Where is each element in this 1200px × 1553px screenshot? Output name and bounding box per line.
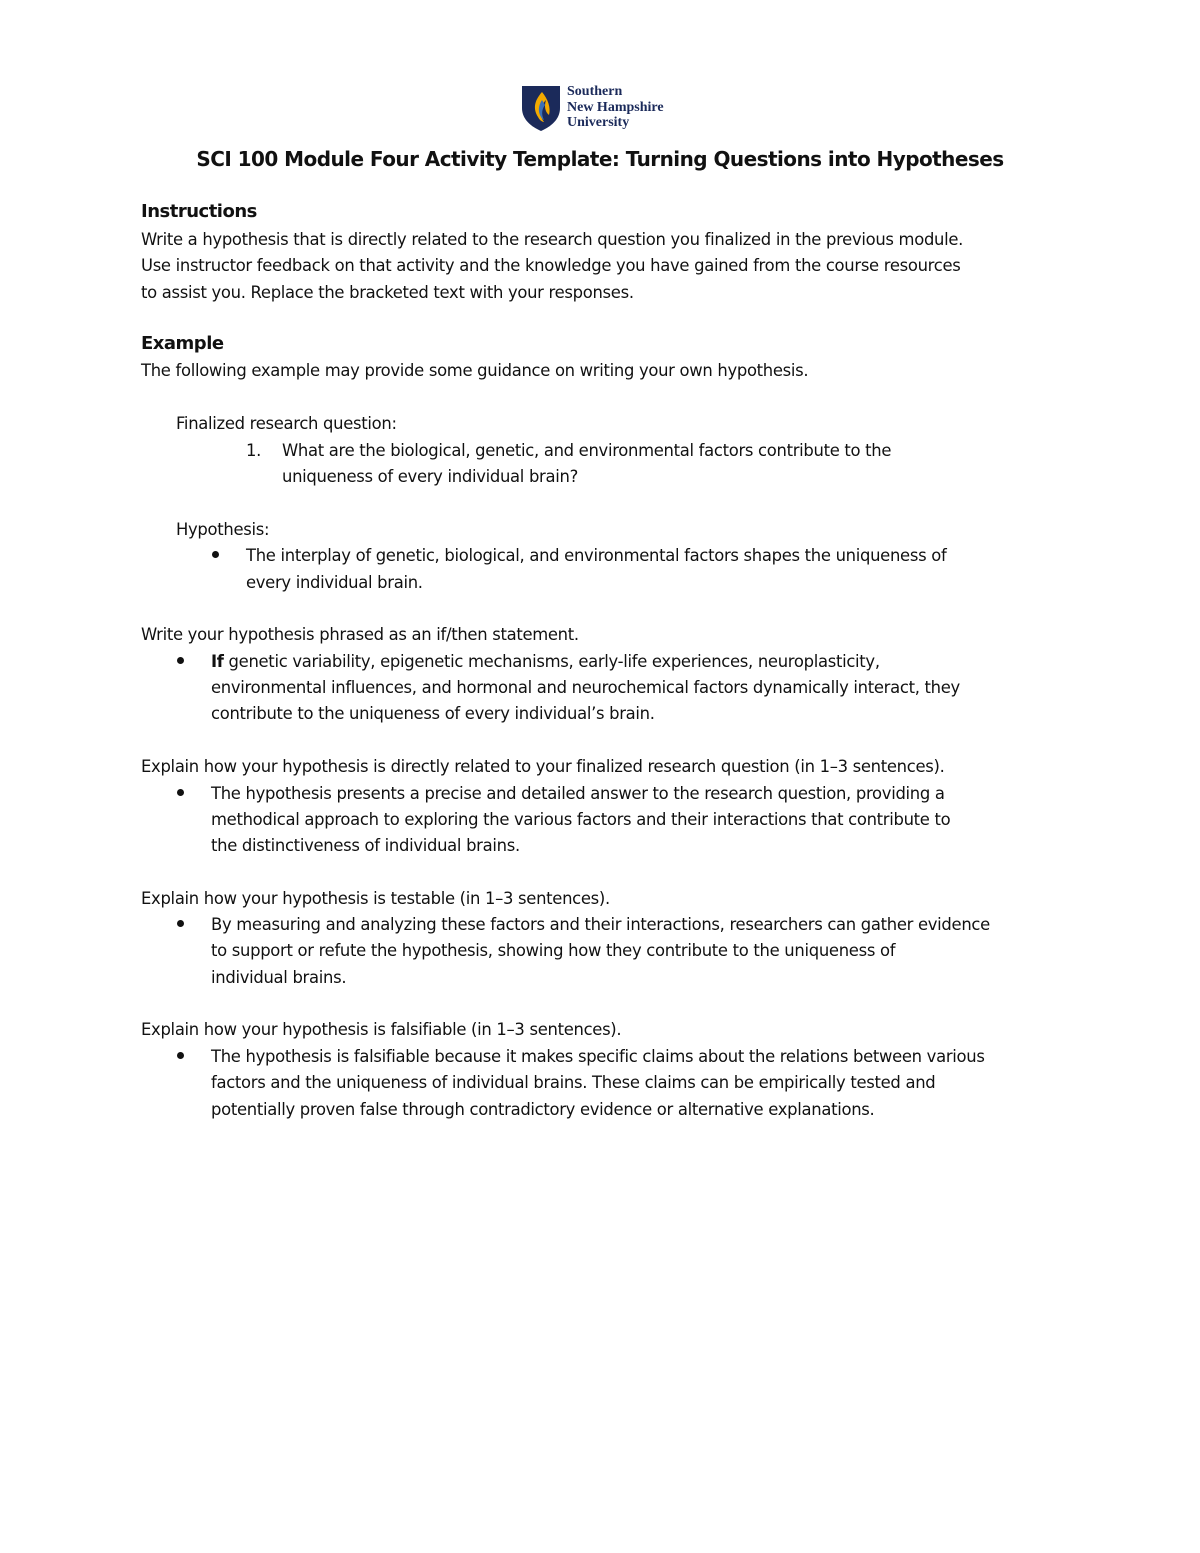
- hypothesis-label: Hypothesis:: [176, 520, 270, 539]
- university-name: [567, 84, 664, 131]
- logo-line-2: New Hampshire: [567, 99, 664, 115]
- related-line: the distinctiveness of individual brains.: [211, 836, 520, 855]
- falsifiable-line: The hypothesis is falsifiable because it makes specific claims about the relations between various: [211, 1047, 985, 1066]
- question-line: uniqueness of every individual brain?: [282, 467, 578, 486]
- bullet-icon: [177, 657, 184, 664]
- instructions-line: Use instructor feedback on that activity and the knowledge you have gained from the course resources: [141, 256, 961, 275]
- question-line: What are the biological, genetic, and environmental factors contribute to the: [282, 441, 892, 460]
- document-title: SCI 100 Module Four Activity Template: Turning Questions into Hypotheses: [196, 147, 1004, 171]
- testable-line: By measuring and analyzing these factors and their interactions, researchers can gather evidence: [211, 915, 990, 934]
- shield-flame-icon: [520, 84, 562, 132]
- testable-line: to support or refute the hypothesis, showing how they contribute to the uniqueness of: [211, 941, 896, 960]
- falsifiable-prompt: Explain how your hypothesis is falsifiable (in 1–3 sentences).: [141, 1020, 622, 1039]
- ifthen-line-rest: genetic variability, epigenetic mechanisms, early-life experiences, neuroplasticity,: [223, 652, 880, 671]
- testable-prompt: Explain how your hypothesis is testable (in 1–3 sentences).: [141, 889, 610, 908]
- hypothesis-line: The interplay of genetic, biological, and environmental factors shapes the uniqueness of: [246, 546, 947, 565]
- ifthen-line: environmental influences, and hormonal and neurochemical factors dynamically interact, they: [211, 678, 960, 697]
- related-line: The hypothesis presents a precise and detailed answer to the research question, providing a: [211, 784, 945, 803]
- falsifiable-line: potentially proven false through contradictory evidence or alternative explanations.: [211, 1100, 875, 1119]
- bullet-icon: [177, 1052, 184, 1059]
- list-number: 1.: [246, 441, 262, 460]
- instructions-heading: Instructions: [141, 201, 257, 222]
- example-intro: The following example may provide some guidance on writing your own hypothesis.: [141, 361, 809, 380]
- related-line: methodical approach to exploring the various factors and their interactions that contribute to: [211, 810, 951, 829]
- bullet-icon: [177, 920, 184, 927]
- ifthen-prompt: Write your hypothesis phrased as an if/then statement.: [141, 625, 579, 644]
- logo-line-3: University: [567, 115, 630, 130]
- bullet-icon: [177, 789, 184, 796]
- hypothesis-line: every individual brain.: [246, 573, 423, 592]
- question-label: Finalized research question:: [176, 414, 397, 433]
- falsifiable-line: factors and the uniqueness of individual brains. These claims can be empirically tested and: [211, 1073, 936, 1092]
- testable-line: individual brains.: [211, 968, 347, 987]
- instructions-line: to assist you. Replace the bracketed text with your responses.: [141, 283, 634, 302]
- example-heading: Example: [141, 333, 224, 354]
- instructions-line: Write a hypothesis that is directly related to the research question you finalized in the previous module.: [141, 230, 964, 249]
- bullet-icon: [212, 551, 219, 558]
- if-keyword: If: [211, 652, 224, 671]
- university-logo: [520, 84, 690, 134]
- related-prompt: Explain how your hypothesis is directly related to your finalized research question (in 1–3 sentences).: [141, 757, 945, 776]
- ifthen-line: contribute to the uniqueness of every individual’s brain.: [211, 704, 655, 723]
- ifthen-line: [211, 649, 880, 676]
- logo-line-1: Southern: [567, 84, 623, 99]
